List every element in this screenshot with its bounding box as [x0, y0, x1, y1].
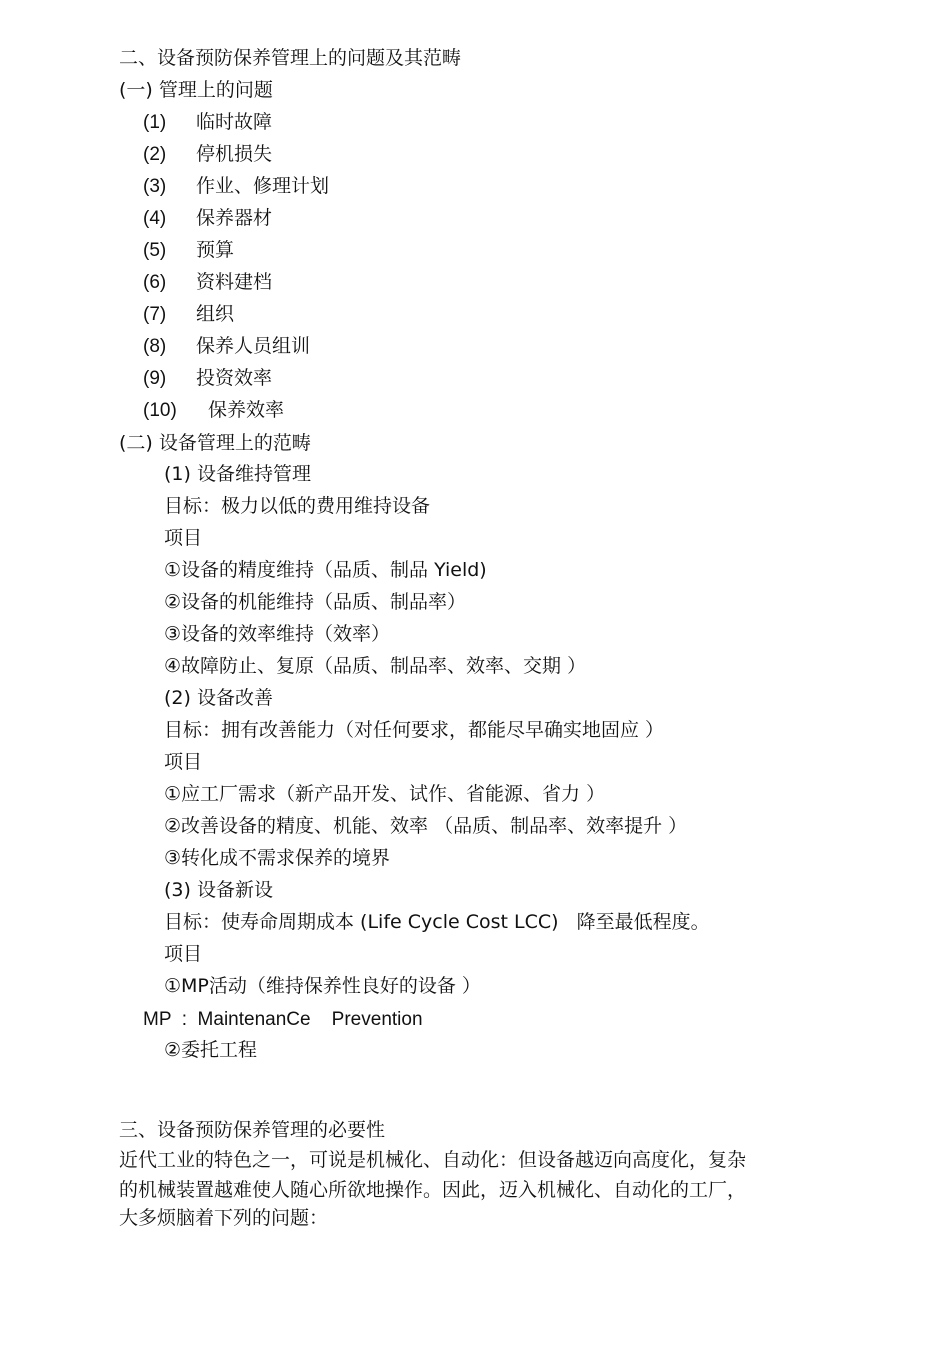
subsection-improvement-title: (2) 设备改善 [164, 687, 273, 709]
item-number: (4) [143, 208, 167, 229]
maintenance-item: ①设备的精度维持（品质、制品 Yield) [164, 559, 487, 581]
item-number: (9) [143, 368, 167, 389]
subsection-new-equipment-title: (3) 设备新设 [164, 879, 273, 901]
part-2-heading: (二) 设备管理上的范畴 [119, 432, 311, 454]
maintenance-item: ④故障防止、复原（品质、制品率、效率、交期 ） [164, 655, 587, 677]
item-text: 作业、修理计划 [196, 175, 330, 197]
maintenance-item: ②设备的机能维持（品质、制品率） [164, 591, 467, 613]
paragraph-line: 近代工业的特色之一，可说是机械化、自动化：但设备越迈向高度化，复杂 [119, 1149, 747, 1171]
item-text: 资料建档 [196, 271, 273, 293]
item-number: (5) [143, 240, 167, 261]
item-text: 保养器材 [196, 207, 273, 229]
item-number: (3) [143, 176, 167, 197]
item-text: 停机损失 [196, 143, 273, 165]
item-number: (7) [143, 304, 167, 325]
item-text: 预算 [196, 239, 235, 261]
new-equipment-items-label: 项目 [164, 943, 203, 965]
improvement-item: ③转化成不需求保养的境界 [164, 847, 391, 869]
paragraph-line: 的机械装置越难使人随心所欲地操作。因此，迈入机械化、自动化的工厂， [119, 1179, 747, 1201]
section-3-heading: 三、设备预防保养管理的必要性 [119, 1119, 386, 1141]
item-number: (8) [143, 336, 167, 357]
item-number: (2) [143, 144, 167, 165]
item-number: (10) [143, 400, 177, 421]
paragraph-line: 大多烦脑着下列的问题： [119, 1207, 329, 1229]
item-number: (6) [143, 272, 167, 293]
item-text: 临时故障 [196, 111, 273, 133]
maintenance-items-label: 项目 [164, 527, 203, 549]
mp-definition: MP : MaintenanCe Prevention [143, 1009, 423, 1030]
maintenance-item: ③设备的效率维持（效率） [164, 623, 391, 645]
item-number: (1) [143, 112, 167, 133]
subsection-maintenance-title: (1) 设备维持管理 [164, 463, 311, 485]
maintenance-goal: 目标：极力以低的费用维持设备 [164, 495, 431, 517]
improvement-item: ①应工厂需求（新产品开发、试作、省能源、省力 ） [164, 783, 606, 805]
item-text: 投资效率 [196, 367, 273, 389]
part-1-heading: (一) 管理上的问题 [119, 79, 273, 101]
improvement-goal: 目标：拥有改善能力（对任何要求，都能尽早确实地固应 ） [164, 719, 665, 741]
improvement-items-label: 项目 [164, 751, 203, 773]
item-text: 组织 [196, 303, 235, 325]
improvement-item: ②改善设备的精度、机能、效率 （品质、制品率、效率提升 ） [164, 815, 688, 837]
new-equipment-item: ①MP活动（维持保养性良好的设备 ） [164, 975, 481, 997]
new-equipment-item: ②委托工程 [164, 1039, 258, 1061]
new-equipment-goal: 目标：使寿命周期成本 (Life Cycle Cost LCC) 降至最低程度。 [164, 911, 710, 933]
section-2-heading: 二、设备预防保养管理上的问题及其范畴 [119, 47, 462, 69]
item-text: 保养人员组训 [196, 335, 311, 357]
item-text: 保养效率 [208, 399, 285, 421]
